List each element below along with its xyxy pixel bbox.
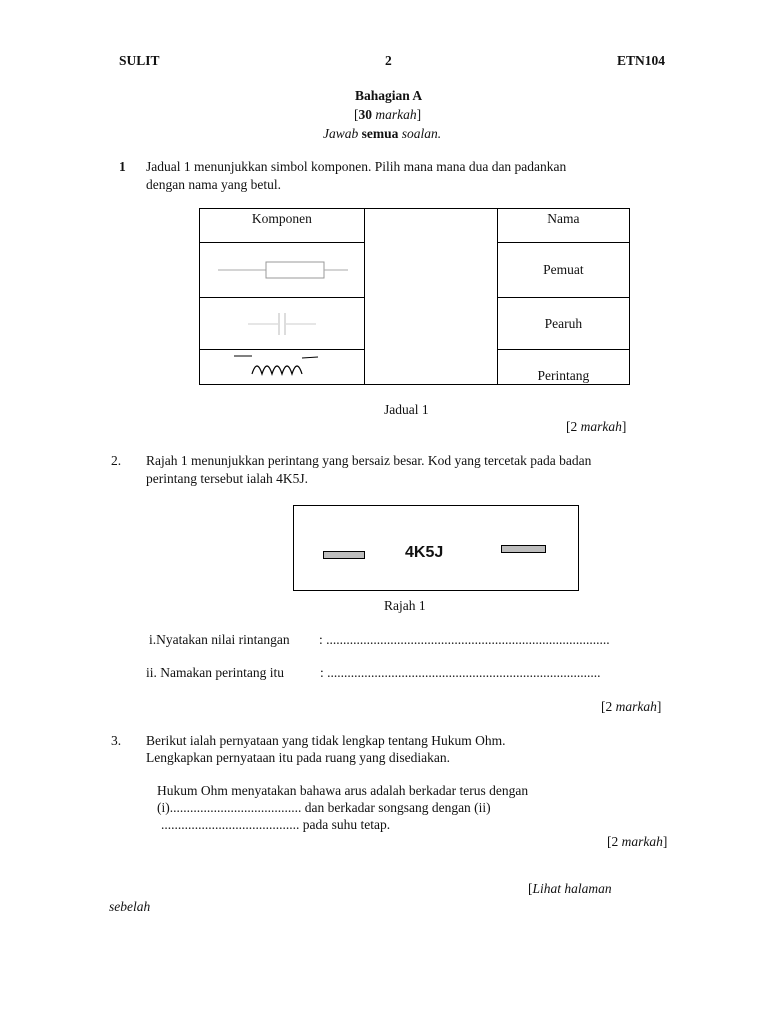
q3-statement-line3[interactable]: ......................................... pada suhu tetap.: [161, 817, 391, 832]
q1-text-line1: Jadual 1 menunjukkan simbol komponen. Pilih mana mana dua dan padankan: [146, 159, 567, 174]
q3-text-line1: Berikut ialah pernyataan yang tidak lengkap tentang Hukum Ohm.: [146, 733, 506, 748]
q3-number: 3.: [111, 733, 122, 748]
section-instruction: Jawab semua soalan.: [323, 126, 442, 141]
resistor-symbol-icon: [212, 258, 352, 282]
q2-item-ii-label: ii. Namakan perintang itu: [146, 665, 284, 680]
q2-item-ii-blank[interactable]: : .................................................................................: [320, 665, 601, 680]
resistor-figure: [293, 505, 579, 591]
section-marks: [30 markah]: [354, 107, 422, 122]
q2-marks: [2 markah]: [601, 699, 662, 714]
capacitor-symbol-cell: [200, 298, 365, 350]
table-caption: Jadual 1: [384, 402, 429, 417]
q1-number: 1: [119, 159, 126, 174]
name-pearuh: Pearuh: [497, 298, 629, 350]
q3-statement-line2[interactable]: (i)....................................... dan berkadar songsang dengan (ii): [157, 800, 491, 815]
header-sulit: SULIT: [119, 53, 160, 68]
resistor-symbol-cell: [200, 243, 365, 298]
resistor-lead-right: [501, 545, 546, 553]
header-code: ETN104: [617, 53, 666, 68]
capacitor-symbol-icon: [212, 310, 352, 338]
page-number: 2: [385, 53, 392, 68]
component-table: [199, 208, 630, 385]
q3-statement-line1: Hukum Ohm menyatakan bahawa arus adalah berkadar terus dengan: [157, 783, 529, 798]
q2-text-line1: Rajah 1 menunjukkan perintang yang bersaiz besar. Kod yang tercetak pada badan: [146, 453, 592, 468]
q1-text-line2: dengan nama yang betul.: [146, 177, 281, 192]
q1-marks: [2 markah]: [566, 419, 627, 434]
inductor-symbol-icon: [212, 352, 352, 382]
footer-next-page-cont: sebelah: [109, 899, 151, 914]
q2-text-line2: perintang tersebut ialah 4K5J.: [146, 471, 308, 486]
footer-next-page: [Lihat halaman: [528, 881, 612, 896]
section-title: Bahagian A: [355, 88, 423, 103]
name-perintang: Perintang: [497, 350, 629, 385]
q2-item-i-label: i.Nyatakan nilai rintangan: [149, 632, 290, 647]
q2-number: 2.: [111, 453, 122, 468]
resistor-lead-left: [323, 551, 365, 559]
figure-caption: Rajah 1: [384, 598, 426, 613]
name-pemuat: Pemuat: [497, 243, 629, 298]
inductor-symbol-cell: [200, 350, 365, 385]
q3-marks: [2 markah]: [607, 834, 668, 849]
header-nama: Nama: [497, 209, 629, 243]
header-komponen: Komponen: [200, 209, 365, 243]
resistor-code-label: 4K5J: [405, 544, 444, 561]
q2-item-i-blank[interactable]: : ....................................................................................: [319, 632, 610, 647]
blank-match-column: [364, 209, 497, 385]
q3-text-line2: Lengkapkan pernyataan itu pada ruang yang disediakan.: [146, 750, 451, 765]
